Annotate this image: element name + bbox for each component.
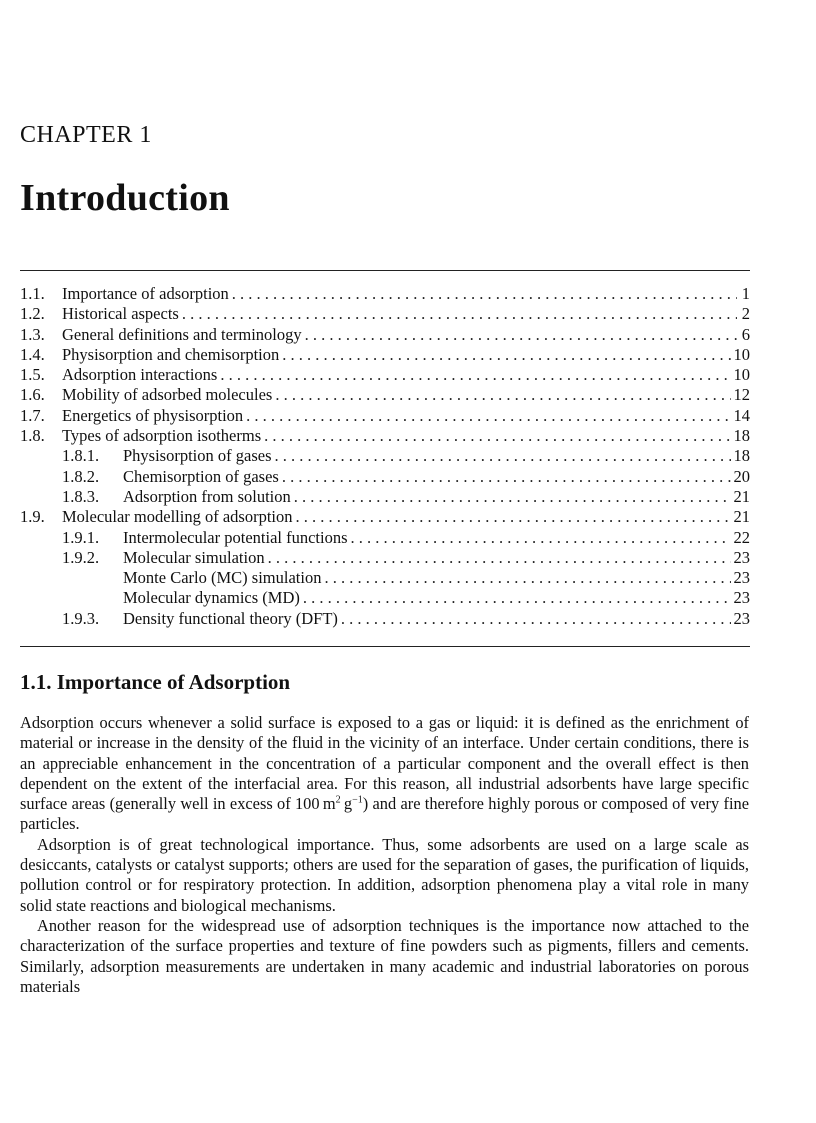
toc-dot-leader bbox=[182, 304, 737, 324]
toc-entry-title: Adsorption interactions bbox=[62, 365, 218, 385]
toc-entry-page: 10 bbox=[733, 365, 750, 385]
toc-entry[interactable] bbox=[20, 588, 750, 608]
toc-entry-title: Density functional theory (DFT) bbox=[123, 608, 338, 628]
paragraph-2: Adsorption is of great technological importance. Thus, some adsorbents are used on a large scale as desiccants, catalysts or catalyst supports; others are used for the separation of gases, the purification of liquids, pollution control or for respiratory protection. In addition, adsorption phenomena play a vital role in many solid state reactions and biological mechanisms. bbox=[20, 834, 749, 915]
toc-entry-title: Energetics of physisorption bbox=[62, 405, 244, 425]
toc-bottom-rule bbox=[20, 646, 750, 647]
toc-entry-title: Monte Carlo (MC) simulation bbox=[123, 568, 322, 588]
toc-entry-page: 21 bbox=[733, 507, 750, 527]
toc-dot-leader bbox=[341, 609, 731, 629]
toc-entry[interactable] bbox=[20, 304, 750, 324]
toc-entry-page: 1 bbox=[741, 284, 750, 303]
toc-entry-number: 1.9.1. bbox=[62, 527, 100, 547]
section-body bbox=[20, 713, 749, 997]
toc-entry-page: 23 bbox=[733, 608, 750, 628]
toc-entry[interactable] bbox=[20, 385, 750, 405]
toc-entry-number: 1.6. bbox=[20, 385, 45, 405]
toc-entry-title: Importance of adsorption bbox=[62, 284, 229, 303]
toc-entry-number: 1.4. bbox=[20, 344, 45, 364]
toc-entry-page: 10 bbox=[733, 344, 750, 364]
toc-entry-page: 2 bbox=[741, 304, 750, 324]
toc-entry-title: Historical aspects bbox=[62, 304, 179, 324]
toc-entry[interactable] bbox=[20, 609, 750, 629]
toc-entry-number: 1.3. bbox=[20, 324, 45, 344]
table-of-contents bbox=[20, 284, 750, 629]
toc-dot-leader bbox=[324, 568, 730, 588]
toc-dot-leader bbox=[294, 487, 731, 507]
toc-entry-page: 21 bbox=[733, 486, 750, 506]
toc-entry-title: Molecular modelling of adsorption bbox=[62, 507, 293, 527]
toc-entry[interactable] bbox=[20, 406, 750, 426]
toc-entry-title: General definitions and terminology bbox=[62, 324, 302, 344]
toc-entry-number: 1.8. bbox=[20, 426, 45, 446]
toc-entry-title: Physisorption of gases bbox=[123, 446, 272, 466]
toc-entry[interactable] bbox=[20, 487, 750, 507]
toc-entry[interactable] bbox=[20, 507, 750, 527]
toc-entry-title: Types of adsorption isotherms bbox=[62, 426, 262, 446]
toc-entry[interactable] bbox=[20, 325, 750, 345]
superscript-minus-1: −1 bbox=[352, 794, 363, 806]
toc-entry-page: 6 bbox=[741, 324, 750, 344]
paragraph-1-text-a: Adsorption occurs whenever a solid surface is exposed to a gas or liquid: it is defined as the enrichment of material or increase in the density of the fluid in the vicinity of an interface. Under certain conditions, there is an appreciable enhancement in the concentration of a particular component and the overall effect is then dependent on the extent of the interfacial area. For this reason, all industrial adsorbents have large specific surface areas (generally well in excess of 100 m bbox=[20, 713, 749, 814]
toc-entry-page: 23 bbox=[733, 547, 750, 567]
paragraph-3: Another reason for the widespread use of adsorption techniques is the importance now attached to the characterization of the surface properties and texture of fine powders such as pigments, fillers and cements. Similarly, adsorption measurements are undertaken in many academic and industrial laboratories on porous materials bbox=[20, 915, 749, 996]
toc-entry-number: 1.8.3. bbox=[62, 486, 100, 506]
toc-entry-title: Adsorption from solution bbox=[123, 486, 291, 506]
toc-top-rule bbox=[20, 270, 750, 271]
toc-entry[interactable] bbox=[20, 365, 750, 385]
toc-dot-leader bbox=[268, 548, 731, 568]
toc-dot-leader bbox=[275, 385, 730, 405]
toc-dot-leader bbox=[282, 345, 730, 365]
toc-entry-page: 23 bbox=[733, 568, 750, 588]
toc-entry-page: 14 bbox=[733, 405, 750, 425]
paragraph-1-text-b: g bbox=[340, 794, 353, 814]
toc-entry-number: 1.9. bbox=[20, 507, 45, 527]
toc-entry-number: 1.9.3. bbox=[62, 608, 100, 628]
toc-entry-page: 18 bbox=[733, 446, 750, 466]
toc-entry-number: 1.8.1. bbox=[62, 446, 100, 466]
toc-dot-leader bbox=[351, 528, 731, 548]
toc-entry-page: 12 bbox=[733, 385, 750, 405]
section-heading: 1.1. Importance of Adsorption bbox=[20, 670, 291, 694]
superscript-2: 2 bbox=[335, 794, 341, 806]
toc-entry-number: 1.8.2. bbox=[62, 466, 100, 486]
toc-entry-title: Chemisorption of gases bbox=[123, 466, 279, 486]
toc-dot-leader bbox=[282, 467, 731, 487]
toc-entry[interactable] bbox=[20, 548, 750, 568]
toc-entry-number: 1.2. bbox=[20, 304, 45, 324]
toc-dot-leader bbox=[220, 365, 730, 385]
toc-entry-title: Molecular simulation bbox=[123, 547, 265, 567]
toc-entry[interactable] bbox=[20, 345, 750, 365]
toc-entry[interactable] bbox=[20, 426, 750, 446]
paragraph-1 bbox=[20, 713, 749, 835]
toc-dot-leader bbox=[303, 588, 731, 608]
toc-entry-title: Intermolecular potential functions bbox=[123, 527, 348, 547]
toc-entry[interactable] bbox=[20, 467, 750, 487]
toc-entry-page: 18 bbox=[733, 426, 750, 446]
chapter-label: CHAPTER 1 bbox=[20, 122, 152, 148]
toc-entry-title: Mobility of adsorbed molecules bbox=[62, 385, 273, 405]
toc-entry[interactable] bbox=[20, 568, 750, 588]
toc-entry-number: 1.9.2. bbox=[62, 547, 100, 567]
toc-dot-leader bbox=[264, 426, 730, 446]
toc-entry-number: 1.5. bbox=[20, 365, 45, 385]
toc-entry[interactable] bbox=[20, 528, 750, 548]
toc-entry-page: 20 bbox=[733, 466, 750, 486]
toc-dot-leader bbox=[232, 284, 737, 304]
paragraph-1-text-c: ) and are therefore highly porous or composed of very fine particles. bbox=[20, 794, 749, 834]
toc-entry-title: Molecular dynamics (MD) bbox=[123, 588, 300, 608]
toc-dot-leader bbox=[305, 325, 737, 345]
toc-entry-page: 23 bbox=[733, 588, 750, 608]
toc-entry-title: Physisorption and chemisorption bbox=[62, 344, 280, 364]
toc-entry-page: 22 bbox=[733, 527, 750, 547]
chapter-title: Introduction bbox=[20, 177, 230, 219]
toc-entry[interactable] bbox=[20, 284, 750, 304]
toc-dot-leader bbox=[296, 507, 731, 527]
toc-dot-leader bbox=[275, 446, 731, 466]
toc-dot-leader bbox=[246, 406, 730, 426]
toc-entry-number: 1.1. bbox=[20, 284, 45, 303]
toc-entry[interactable] bbox=[20, 446, 750, 466]
toc-entry-number: 1.7. bbox=[20, 405, 45, 425]
